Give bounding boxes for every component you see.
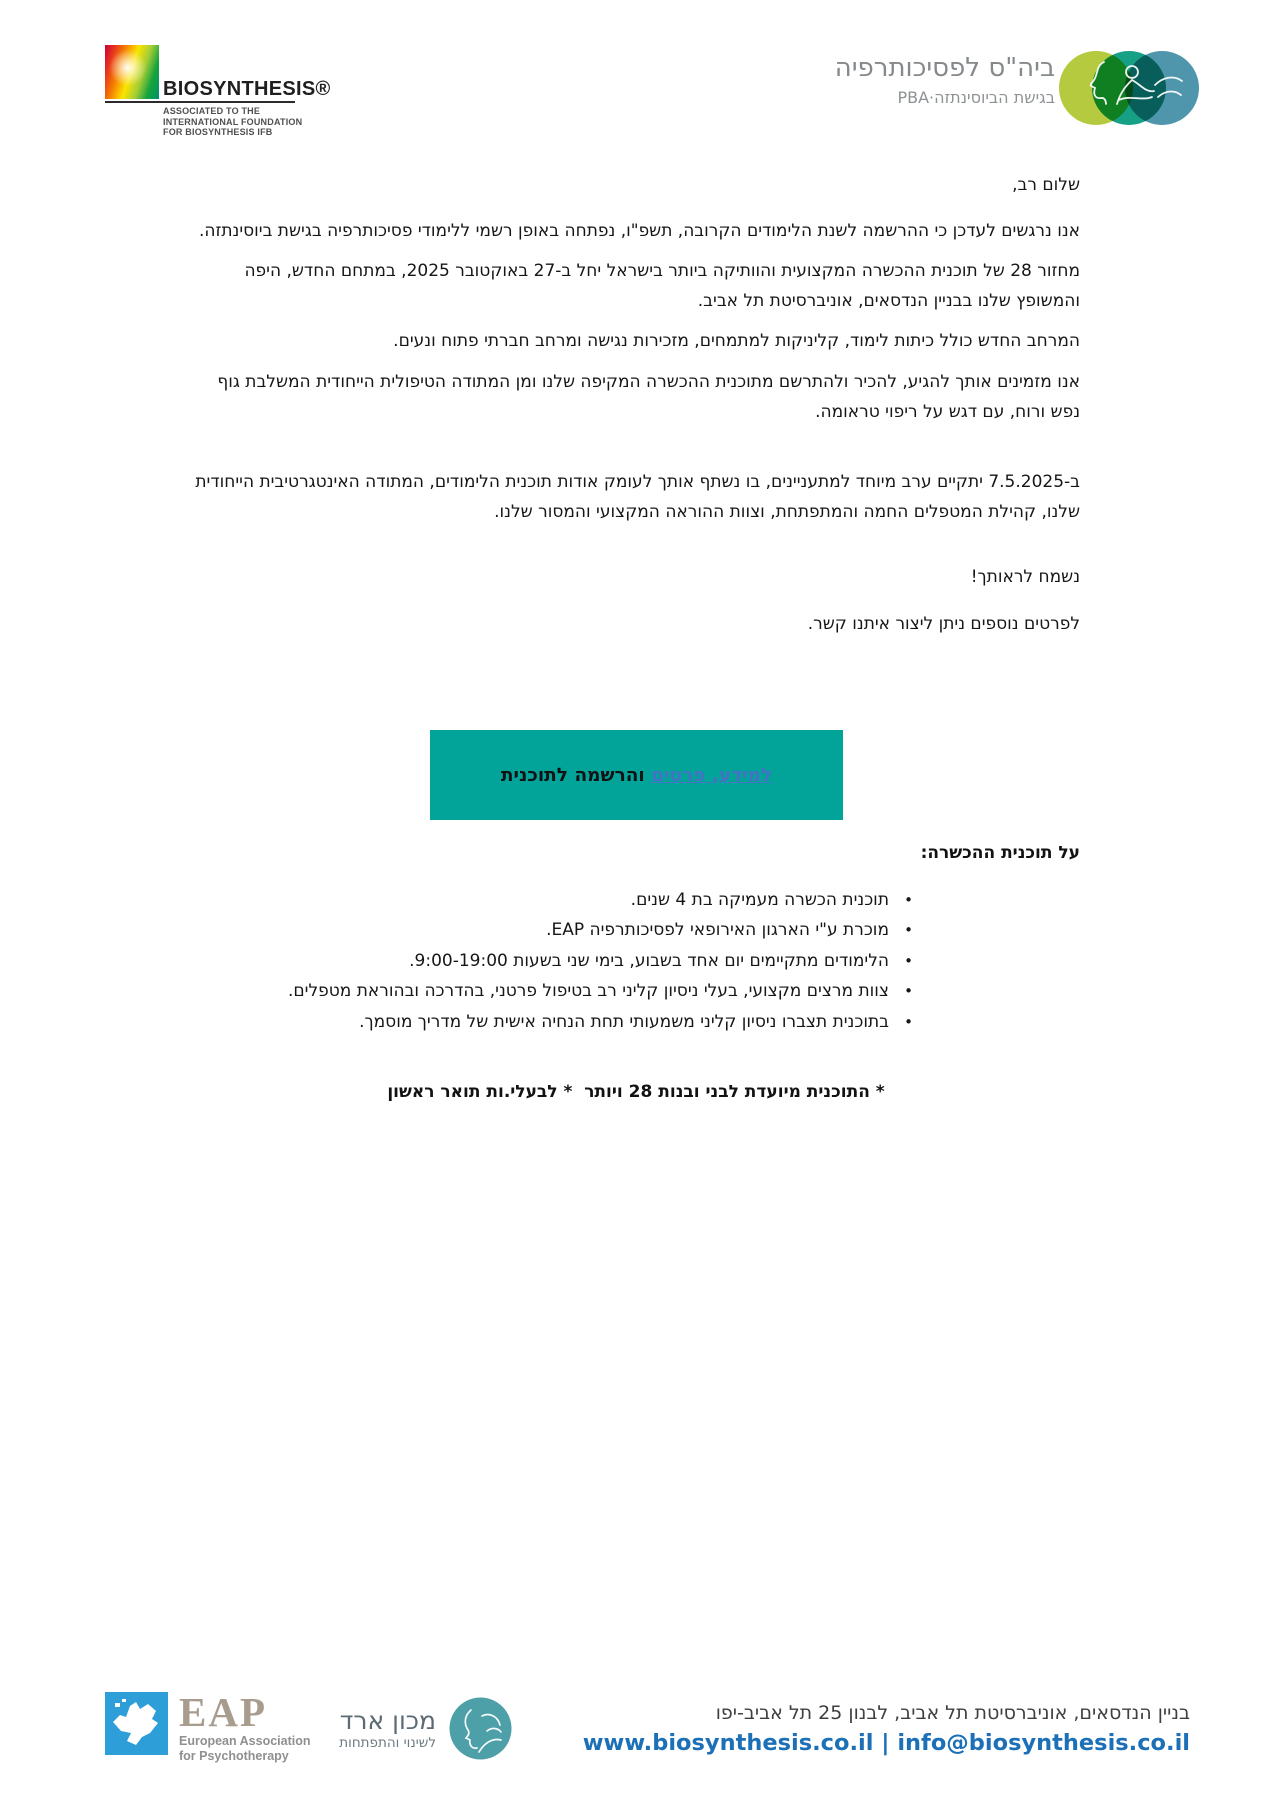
paragraph: ב-7.5.2025 יתקיים ערב מיוחד למתעניינים, בו נשתף אותך לעומק אודות תוכנית הלימודים, המתודה האינטגרטיבית הייחודית שלנו, קהילת המטפלים החמה והמתפתחת, וצוות ההוראה המקצועי והמסור שלנו.	[195, 472, 1080, 522]
caption-line: ASSOCIATED TO THE	[163, 106, 261, 116]
cta-bold-text: והרשמה לתוכנית	[500, 764, 652, 786]
bullet-icon: •	[904, 951, 913, 970]
list-item	[192, 1007, 1080, 1037]
school-logo-icon	[1059, 50, 1201, 128]
footer-address: בניין הנדסאים, אוניברסיטת תל אביב, לבנון 25 תל אביב-יפו	[715, 1702, 1190, 1724]
bullet-icon: •	[904, 921, 913, 940]
paragraph: מחזור 28 של תוכנית ההכשרה המקצועית והוותיקה ביותר בישראל יחל ב-27 באוקטובר 2025, במתחם החדש, היפה והמשופץ שלנו בבניין הנדסאים, אוניברסיטת תל אביב.	[244, 261, 1080, 311]
logo-line-art-icon	[1059, 50, 1201, 128]
arad-logo-icon	[449, 1697, 512, 1760]
biosynthesis-logo	[92, 40, 331, 137]
list-item-text: מוכרת ע"י הארגון האירופאי לפסיכותרפיה EAP.	[546, 920, 889, 941]
paragraph: אנו מזמינים אותך להגיע, להכיר ולהתרשם מתוכנית ההכשרה המקיפה שלנו ומן המתודה הטיפולית הייחודית המשלבת גוף נפש ורוח, עם דגש על ריפוי טראומה.	[217, 372, 1080, 422]
eap-caption	[179, 1734, 311, 1763]
caption-line: FOR BIOSYNTHESIS IFB	[163, 127, 273, 137]
arad-text	[339, 1707, 436, 1751]
school-wordmark	[835, 52, 1055, 108]
bullet-icon: •	[904, 1012, 913, 1031]
caption-line: INTERNATIONAL FOUNDATION	[163, 116, 303, 127]
eap-europe-icon	[105, 1692, 168, 1755]
list-item	[192, 976, 1080, 1006]
paragraph: המרחב החדש כולל כיתות לימוד, קליניקות למתמחים, מזכירות נגישה ומרחב חברתי פתוח ונעים.	[393, 331, 1080, 351]
registration-cta-button[interactable]	[430, 730, 843, 820]
bullet-icon: •	[904, 891, 913, 909]
list-item-text: צוות מרצים מקצועי, בעלי ניסיון קליני רב בטיפול פרטני, בהדרכה ובהוראת מטפלים.	[287, 981, 889, 1002]
caption-line: European Association	[179, 1734, 311, 1748]
closing-line: נשמח לראותך!	[970, 567, 1080, 587]
list-item	[192, 915, 1080, 945]
logo-divider	[105, 101, 295, 103]
list-item-text: תוכנית הכשרה מעמיקה בת 4 שנים.	[630, 890, 889, 910]
body-content	[192, 170, 1080, 649]
program-bullet-list	[192, 885, 1080, 1037]
caption-line: for Psychotherapy	[179, 1748, 289, 1763]
biosynthesis-logo-caption	[163, 106, 302, 138]
eap-text	[179, 1689, 311, 1763]
eligibility-note: * התוכנית מיועדת לבני ובנות 28 ויותר * לבעלי.ות תואר ראשון	[387, 1082, 885, 1102]
bullet-icon: •	[904, 982, 913, 1001]
paragraph: אנו נרגשים לעדכן כי ההרשמה לשנת הלימודים הקרובה, תשפ"ו, נפתחה באופן רשמי ללימודי פסיכותרפיה בגישת ביוסינתזה.	[198, 221, 1080, 241]
info-details-link[interactable]: למידע, פרטים	[651, 764, 773, 786]
eap-logo	[105, 1689, 311, 1763]
footer-contact	[583, 1700, 1190, 1756]
cta-label	[501, 765, 772, 786]
biosynthesis-logo-title: BIOSYNTHESIS®	[163, 78, 331, 100]
school-title: ביה"ס לפסיכותרפיה	[834, 53, 1055, 83]
list-item	[192, 946, 1080, 976]
list-item-text: הלימודים מתקיימים יום אחד בשבוע, בימי שני בשעות 9:00-19:00.	[409, 950, 889, 971]
arad-subtitle: לשינוי והתפתחות	[339, 1734, 436, 1751]
greeting: שלום רב,	[1012, 175, 1080, 195]
arad-institute-logo	[300, 1697, 512, 1760]
biosynthesis-rainbow-icon	[105, 45, 159, 99]
footer-links[interactable]: www.biosynthesis.co.il | info@biosynthesis.co.il	[582, 1730, 1190, 1756]
school-subtitle: בגישת הביוסינתזה·PBA	[897, 88, 1055, 107]
arad-title: מכון ארד	[339, 1705, 436, 1735]
list-item	[192, 885, 1080, 915]
contact-line: לפרטים נוספים ניתן ליצור איתנו קשר.	[807, 614, 1080, 634]
list-item-text: בתוכנית תצברו ניסיון קליני משמעותי תחת הנחיה אישית של מדריך מוסמך.	[359, 1011, 889, 1032]
eap-acronym: EAP	[179, 1689, 267, 1735]
about-heading: על תוכנית ההכשרה:	[920, 843, 1080, 863]
